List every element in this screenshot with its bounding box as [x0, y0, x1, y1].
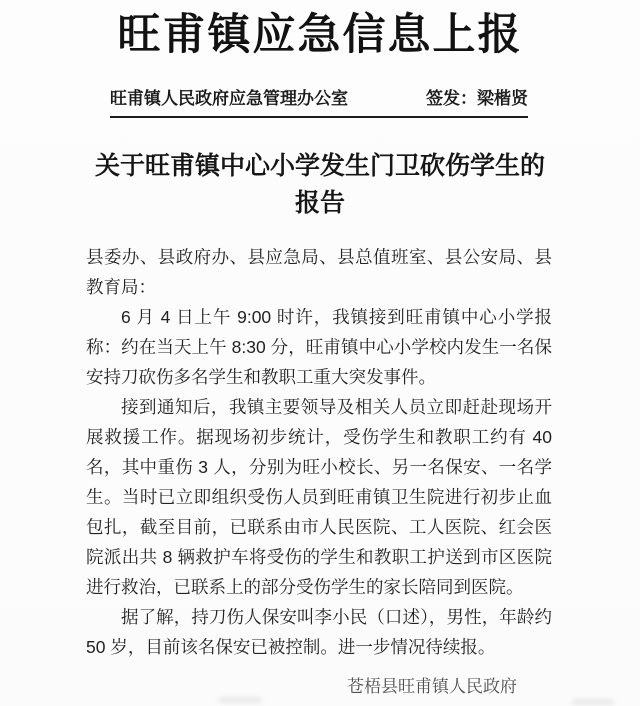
masthead-title: 旺甫镇应急信息上报	[117, 12, 523, 59]
body-paragraph-1: 6 月 4 日上午 9:00 时许，我镇接到旺甫镇中心小学报称：约在当天上午 8:30 分，旺甫镇中心小学校内发生一名保安持刀砍伤多名学生和教职工重大突发事件。	[86, 307, 552, 387]
issuing-office: 旺甫镇人民政府应急管理办公室	[110, 89, 348, 108]
issuer-label: 签发：	[426, 89, 477, 108]
document-body	[86, 242, 552, 662]
signature: 苍梧县旺甫镇人民政府	[347, 677, 517, 696]
report-title	[0, 148, 640, 222]
report-title-line1: 关于旺甫镇中心小学发生门卫砍伤学生的	[94, 153, 545, 180]
issuer-name: 梁楷贤	[477, 89, 528, 108]
body-paragraph-2: 接到通知后，我镇主要领导及相关人员立即赶赴现场开展救援工作。据现场初步统计，受伤学生和教职工约有 40 名，其中重伤 3 人，分别为旺小校长、另一名保安、一名学生。当时已立即组织受伤人员到旺甫镇卫生院进行初步止血包扎，截至目前，已联系由市人民医院、工人医院、红会医院派出共 8 辆救护车将受伤的学生和教职工护送到市区医院进行救治，已联系上的部分受伤学生的家长陪同到医院。	[86, 397, 552, 597]
document-page	[0, 10, 640, 706]
scan-smudge-left	[218, 697, 262, 703]
report-title-line2: 报告	[294, 190, 345, 217]
issuer	[426, 88, 528, 110]
subhead-row	[110, 88, 528, 110]
recipients-line: 县委办、县政府办、县应急局、县总值班室、县公安局、县教育局：	[86, 247, 552, 297]
scan-smudge-right	[572, 699, 614, 705]
body-paragraph-3: 据了解，持刀伤人保安叫李小民（口述），男性，年龄约 50 岁，目前该名保安已被控制。进一步情况待续报。	[86, 607, 552, 657]
header-divider	[110, 116, 528, 118]
